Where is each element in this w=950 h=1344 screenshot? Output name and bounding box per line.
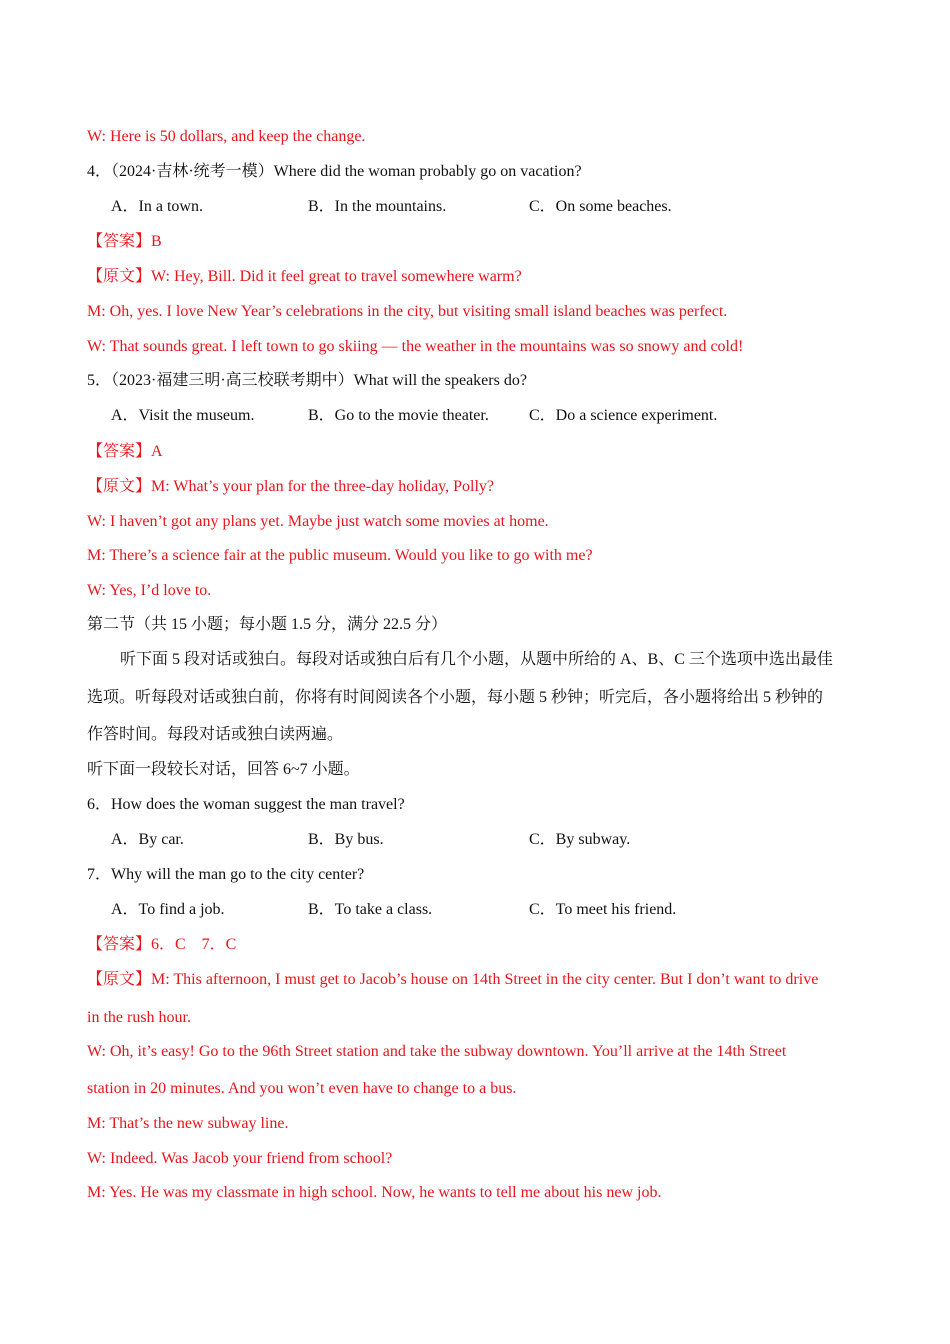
q5-answer: 【答案】A (87, 443, 163, 460)
q4-transcript-1: 【原文】W: Hey, Bill. Did it feel great to travel somewhere warm? (87, 268, 522, 285)
instruction-line-3: 作答时间。每段对话或独白读两遍。 (87, 726, 344, 743)
q5-option-a: A．Visit the museum. (111, 407, 255, 424)
q6-7-transcript-3: M: That’s the new subway line. (87, 1115, 289, 1132)
q5-transcript-1: 【原文】M: What’s your plan for the three-day holiday, Polly? (87, 478, 495, 495)
q4-transcript-3: W: That sounds great. I left town to go skiing — the weather in the mountains was so snowy and cold! (87, 338, 744, 355)
q6-option-b: B．By bus. (308, 831, 384, 848)
q6-7-transcript-1: 【原文】M: This afternoon, I must get to Jacob’s house on 14th Street in the city center. But I don’t want to drive (87, 971, 819, 988)
q7-option-b: B．To take a class. (308, 901, 433, 918)
section-2-heading: 第二节（共 15 小题；每小题 1.5 分，满分 22.5 分） (87, 616, 448, 633)
q4-answer: 【答案】B (87, 233, 162, 250)
q6-7-transcript-4: W: Indeed. Was Jacob your friend from school? (87, 1150, 393, 1167)
q4-transcript-2: M: Oh, yes. I love New Year’s celebrations in the city, but visiting small island beaches was perfect. (87, 303, 728, 320)
q5-transcript-3: M: There’s a science fair at the public museum. Would you like to go with me? (87, 547, 593, 564)
instruction-line-2: 选项。听每段对话或独白前，你将有时间阅读各个小题，每小题 5 秒钟；听完后，各小题将给出 5 秒钟的 (87, 689, 824, 706)
instruction-line-1: 听下面 5 段对话或独白。每段对话或独白后有几个小题，从题中所给的 A、B、C 三个选项中选出最佳 (120, 651, 833, 668)
q7-option-c: C．To meet his friend. (529, 901, 677, 918)
q6-option-c: C．By subway. (529, 831, 631, 848)
q6-7-transcript-2-cont: station in 20 minutes. And you won’t even have to change to a bus. (87, 1080, 517, 1097)
transcript-line: W: Here is 50 dollars, and keep the change. (87, 128, 366, 145)
q5-option-b: B．Go to the movie theater. (308, 407, 489, 424)
question-5: 5．（2023·福建三明·高三校联考期中）What will the speakers do? (87, 372, 527, 389)
q4-option-c: C．On some beaches. (529, 198, 672, 215)
q5-option-c: C．Do a science experiment. (529, 407, 718, 424)
instruction-line-4: 听下面一段较长对话，回答 6~7 小题。 (87, 761, 360, 778)
q6-7-transcript-5: M: Yes. He was my classmate in high school. Now, he wants to tell me about his new job. (87, 1184, 662, 1201)
question-6: 6．How does the woman suggest the man travel? (87, 796, 405, 813)
question-4: 4．（2024·吉林·统考一模）Where did the woman probably go on vacation? (87, 163, 582, 180)
q4-option-b: B．In the mountains. (308, 198, 447, 215)
q5-transcript-2: W: I haven’t got any plans yet. Maybe just watch some movies at home. (87, 513, 549, 530)
q6-7-transcript-1-cont: in the rush hour. (87, 1009, 191, 1026)
q6-option-a: A．By car. (111, 831, 184, 848)
q7-option-a: A．To find a job. (111, 901, 225, 918)
q4-option-a: A．In a town. (111, 198, 203, 215)
q6-7-answer: 【答案】6．C 7．C (87, 936, 237, 953)
q6-7-transcript-2: W: Oh, it’s easy! Go to the 96th Street station and take the subway downtown. You’ll arrive at the 14th Street (87, 1043, 787, 1060)
q5-transcript-4: W: Yes, I’d love to. (87, 582, 212, 599)
question-7: 7．Why will the man go to the city center? (87, 866, 365, 883)
